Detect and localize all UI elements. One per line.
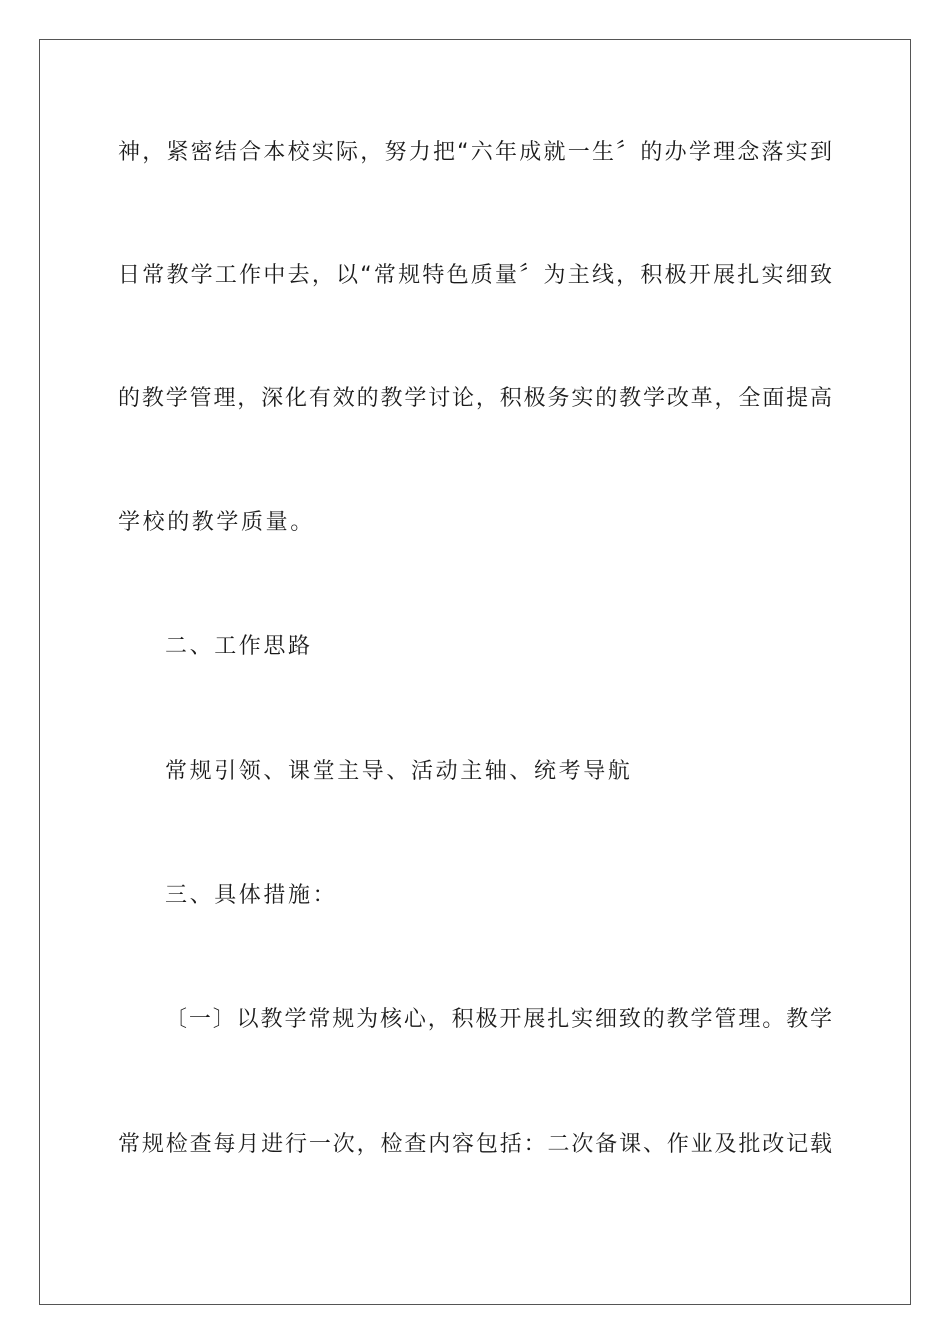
paragraph-line-4: 学校的教学质量。 xyxy=(118,510,315,535)
section-heading-measures: 三、具体措施： xyxy=(165,883,338,908)
section-heading-work-ideas: 二、工作思路 xyxy=(165,634,313,659)
measure-1-line-1: 〔一〕以教学常规为核心，积极开展扎实细致的教学管理。教学 xyxy=(165,1007,832,1032)
measure-1-line-2: 常规检查每月进行一次，检查内容包括：二次备课、作业及批改记载 xyxy=(118,1132,832,1157)
page-border xyxy=(39,39,911,1305)
work-ideas-text: 常规引领、课堂主导、活动主轴、统考导航 xyxy=(165,759,633,784)
paragraph-line-2: 日常教学工作中去，以“常规特色质量〞为主线，积极开展扎实细致 xyxy=(118,263,832,288)
paragraph-line-3: 的教学管理，深化有效的教学讨论，积极务实的教学改革，全面提高 xyxy=(118,386,832,411)
paragraph-line-1: 神，紧密结合本校实际，努力把“六年成就一生〞的办学理念落实到 xyxy=(118,140,832,165)
